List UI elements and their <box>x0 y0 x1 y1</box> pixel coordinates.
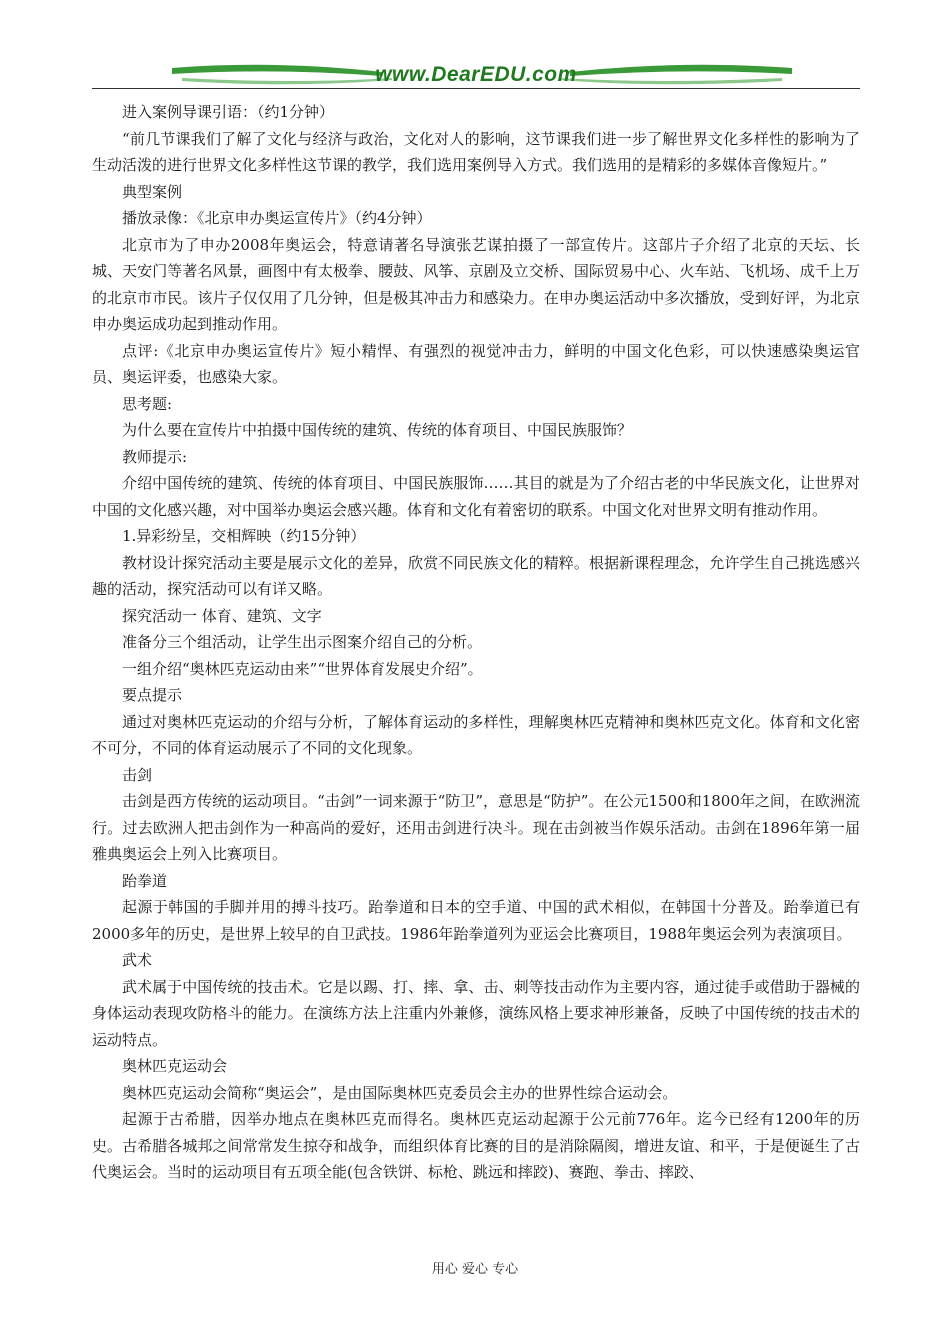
paragraph: 一组介绍“奥林匹克运动由来”“世界体育发展史介绍”。 <box>122 659 483 678</box>
paragraph: 介绍中国传统的建筑、传统的体育项目、中国民族服饰……其目的就是为了介绍古老的中华民族文化，让世界对中国的文化感兴趣，对中国举办奥运会感兴趣。体育和文化有着密切的联系。中国文化对世界文明有推动作用。 <box>92 474 860 519</box>
site-logo[interactable]: www.DearEDU.com <box>375 63 577 86</box>
paragraph: 击剑是西方传统的运动项目。“击剑”一词来源于“防卫”，意思是“防护”。在公元1500和1800年之间，在欧洲流行。过去欧洲人把击剑作为一种高尚的爱好，还用击剑进行决斗。现在击剑被当作娱乐活动。击剑在1896年第一届雅典奥运会上列入比赛项目。 <box>92 792 860 863</box>
paragraph: 准备分三个组活动，让学生出示图案介绍自己的分析。 <box>122 633 483 651</box>
paragraph: 要点提示 <box>122 686 183 704</box>
paragraph: 进入案例导课引语：（约1分钟） <box>122 103 335 121</box>
paragraph: “前几节课我们了解了文化与经济与政治，文化对人的影响，这节课我们进一步了解世界文化多样性的影响为了生动活泼的进行世界文化多样性这节课的教学，我们选用案例导入方式。我们选用的是精彩的多媒体音像短片。” <box>92 129 860 174</box>
paragraph: 点评:《北京申办奥运宣传片》短小精悍、有强烈的视觉冲击力，鲜明的中国文化色彩，可以快速感染奥运官员、奥运评委，也感染大家。 <box>92 341 860 386</box>
paragraph: 奥林匹克运动会简称“奥运会”，是由国际奥林匹克委员会主办的世界性综合运动会。 <box>122 1083 678 1102</box>
paragraph: 通过对奥林匹克运动的介绍与分析，了解体育运动的多样性，理解奥林匹克精神和奥林匹克文化。体育和文化密不可分，不同的体育运动展示了不同的文化现象。 <box>92 712 860 757</box>
paragraph: 起源于古希腊，因举办地点在奥林匹克而得名。奥林匹克运动起源于公元前776年。迄今已经有1200年的历史。古希腊各城邦之间常常发生掠夺和战争，而组织体育比赛的目的是消除隔阂，增进友谊、和平，于是便诞生了古代奥运会。当时的运动项目有五项全能(包含铁饼、标枪、跳远和摔跤)、赛跑、拳击、摔跤、 <box>92 1110 860 1181</box>
site-header-banner <box>92 58 860 90</box>
paragraph: 典型案例 <box>122 182 183 201</box>
paragraph: 跆拳道 <box>122 871 168 890</box>
document-body <box>92 99 860 1186</box>
paragraph: 教材设计探究活动主要是展示文化的差异，欣赏不同民族文化的精粹。根据新课程理念，允许学生自己挑选感兴趣的活动，探究活动可以有详又略。 <box>92 553 860 598</box>
paragraph: 击剑 <box>122 765 153 784</box>
paragraph: 起源于韩国的手脚并用的搏斗技巧。跆拳道和日本的空手道、中国的武术相似，在韩国十分普及。跆拳道已有2000多年的历史，是世界上较早的自卫武技。1986年跆拳道列为亚运会比赛项目，1988年奥运会列为表演项目。 <box>92 898 860 943</box>
paragraph: 为什么要在宣传片中拍摄中国传统的建筑、传统的体育项目、中国民族服饰？ <box>122 421 633 439</box>
paragraph: 教师提示: <box>122 447 188 466</box>
paragraph: 播放录像：《北京申办奥运宣传片》（约4分钟） <box>122 209 432 227</box>
paragraph: 探究活动一 体育、建筑、文字 <box>122 606 322 625</box>
paragraph: 北京市为了申办2008年奥运会，特意请著名导演张艺谋拍摄了一部宣传片。这部片子介绍了北京的天坛、长城、天安门等著名风景，画图中有太极拳、腰鼓、风筝、京剧及立交桥、国际贸易中心、火车站、飞机场、成千上万的北京市市民。该片子仅仅用了几分钟，但是极其冲击力和感染力。在申办奥运活动中多次播放，受到好评，为北京申办奥运成功起到推动作用。 <box>92 235 860 333</box>
header-rule <box>92 88 860 89</box>
paragraph: 奥林匹克运动会 <box>122 1057 228 1075</box>
paragraph: 武术属于中国传统的技击术。它是以踢、打、摔、拿、击、刺等技击动作为主要内容，通过徒手或借助于器械的身体运动表现攻防格斗的能力。在演练方法上注重内外兼修，演练风格上要求神形兼备，反映了中国传统的技击术的运动特点。 <box>92 977 860 1049</box>
paragraph: 1.异彩纷呈，交相辉映（约15分钟） <box>122 527 366 545</box>
page-footer: 用心 爱心 专心 <box>431 1262 519 1277</box>
paragraph: 思考题: <box>122 394 173 413</box>
paragraph: 武术 <box>122 951 153 969</box>
